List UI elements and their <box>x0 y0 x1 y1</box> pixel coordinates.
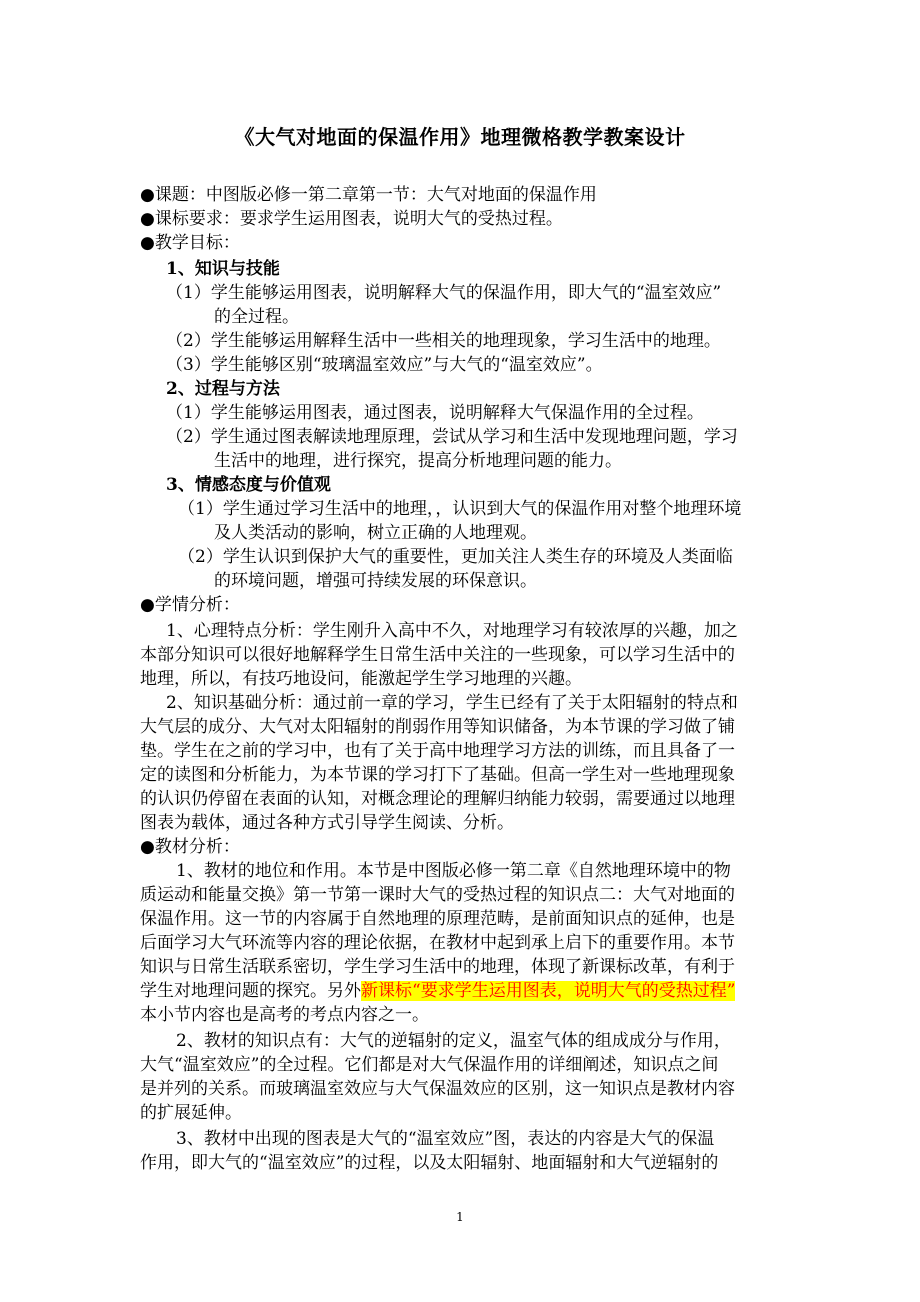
material-para-1-line-5: 知识与日常生活联系密切，学生学习生活中的地理，体现了新课标改革，有利于 <box>140 957 735 977</box>
goal-2-item-2: （2）学生通过图表解读地理原理，尝试从学习和生活中发现地理问题，学习 <box>166 427 738 447</box>
goal-2-item-1: （1）学生能够运用图表，通过图表，说明解释大气保温作用的全过程。 <box>166 403 704 423</box>
goal-1-item-2: （2）学生能够运用解释生活中一些相关的地理现象，学习生活中的地理。 <box>166 331 721 351</box>
goal-3-heading: 3、情感态度与价值观 <box>166 475 331 495</box>
material-para-1-line-7: 本小节内容也是高考的考点内容之一。 <box>140 1005 429 1025</box>
goal-1-item-3: （3）学生能够区别“玻璃温室效应”与大气的“温室效应”。 <box>166 355 603 375</box>
material-para-2-line-1: 2、教材的知识点有：大气的逆辐射的定义，温室气体的组成成分与作用， <box>176 1031 731 1051</box>
learner-para-2-line-4: 定的读图和分析能力，为本节课的学习打下了基础。但高一学生对一些地理现象 <box>140 765 735 785</box>
goal-3-item-1: （1）学生通过学习生活中的地理，，认识到大气的保温作用对整个地理环境 <box>178 499 742 519</box>
material-para-1-line-6-text: 学生对地理问题的探究。另外 <box>140 981 361 1001</box>
goal-2-item-2-cont: 生活中的地理，进行探究，提高分析地理问题的能力。 <box>214 451 622 471</box>
standard-line: ●课标要求：要求学生运用图表，说明大气的受热过程。 <box>140 209 563 229</box>
material-para-3-line-1: 3、教材中出现的图表是大气的“温室效应”图，表达的内容是大气的保温 <box>176 1129 715 1149</box>
document-title: 《大气对地面的保温作用》地理微格教学教案设计 <box>234 125 686 149</box>
material-para-1-line-1: 1、教材的地位和作用。本节是中图版必修一第二章《自然地理环境中的物 <box>176 861 731 881</box>
material-heading: ●教材分析： <box>140 837 240 857</box>
learner-para-2-line-2: 大气层的成分、大气对太阳辐射的削弱作用等知识储备，为本节课的学习做了铺 <box>140 717 735 737</box>
goals-heading: ●教学目标： <box>140 233 240 253</box>
goal-1-heading: 1、知识与技能 <box>166 259 280 279</box>
learner-para-1-line-3: 地理，所以，有技巧地设问，能激起学生学习地理的兴趣。 <box>140 669 582 689</box>
highlighted-standard-quote: 新课标“要求学生运用图表，说明大气的受热过程” <box>361 981 736 1001</box>
learner-para-2-line-1: 2、知识基础分析：通过前一章的学习，学生已经有了关于太阳辐射的特点和 <box>166 693 738 713</box>
learner-para-1-line-1: 1、心理特点分析：学生刚升入高中不久，对地理学习有较浓厚的兴趣，加之 <box>166 621 738 641</box>
learner-para-1-line-2: 本部分知识可以很好地解释学生日常生活中关注的一些现象，可以学习生活中的 <box>140 645 735 665</box>
material-para-1-line-6 <box>140 980 735 1003</box>
learner-para-2-line-3: 垫。学生在之前的学习中，也有了关于高中地理学习方法的训练，而且具备了一 <box>140 741 735 761</box>
goal-3-item-1-cont: 及人类活动的影响，树立正确的人地理观。 <box>214 523 537 543</box>
material-para-1-line-3: 保温作用。这一节的内容属于自然地理的原理范畴，是前面知识点的延伸，也是 <box>140 909 735 929</box>
material-para-1-line-4: 后面学习大气环流等内容的理论依据，在教材中起到承上启下的重要作用。本节 <box>140 933 735 953</box>
page-number: 1 <box>456 1210 464 1224</box>
material-para-2-line-3: 是并列的关系。而玻璃温室效应与大气保温效应的区别，这一知识点是教材内容 <box>140 1079 735 1099</box>
learner-para-2-line-5: 的认识仍停留在表面的认知，对概念理论的理解归纳能力较弱，需要通过以地理 <box>140 789 735 809</box>
goal-1-item-1: （1）学生能够运用图表，说明解释大气的保温作用，即大气的“温室效应” <box>166 283 722 303</box>
goal-2-heading: 2、过程与方法 <box>166 379 280 399</box>
learner-heading: ●学情分析： <box>140 595 240 615</box>
material-para-3-line-2: 作用，即大气的“温室效应”的过程，以及太阳辐射、地面辐射和大气逆辐射的 <box>140 1153 719 1173</box>
learner-para-2-line-6: 图表为载体，通过各种方式引导学生阅读、分析。 <box>140 813 514 833</box>
goal-1-item-1-cont: 的全过程。 <box>214 307 299 327</box>
material-para-1-line-2: 质运动和能量交换》第一节第一课时大气的受热过程的知识点二：大气对地面的 <box>140 885 735 905</box>
topic-line: ●课题：中图版必修一第二章第一节：大气对地面的保温作用 <box>140 185 597 205</box>
goal-3-item-2-cont: 的环境问题，增强可持续发展的环保意识。 <box>214 571 537 591</box>
material-para-2-line-2: 大气“温室效应”的全过程。它们都是对大气保温作用的详细阐述，知识点之间 <box>140 1055 719 1075</box>
material-para-2-line-4: 的扩展延伸。 <box>140 1103 242 1123</box>
goal-3-item-2: （2）学生认识到保护大气的重要性，更加关注人类生存的环境及人类面临 <box>178 547 733 567</box>
